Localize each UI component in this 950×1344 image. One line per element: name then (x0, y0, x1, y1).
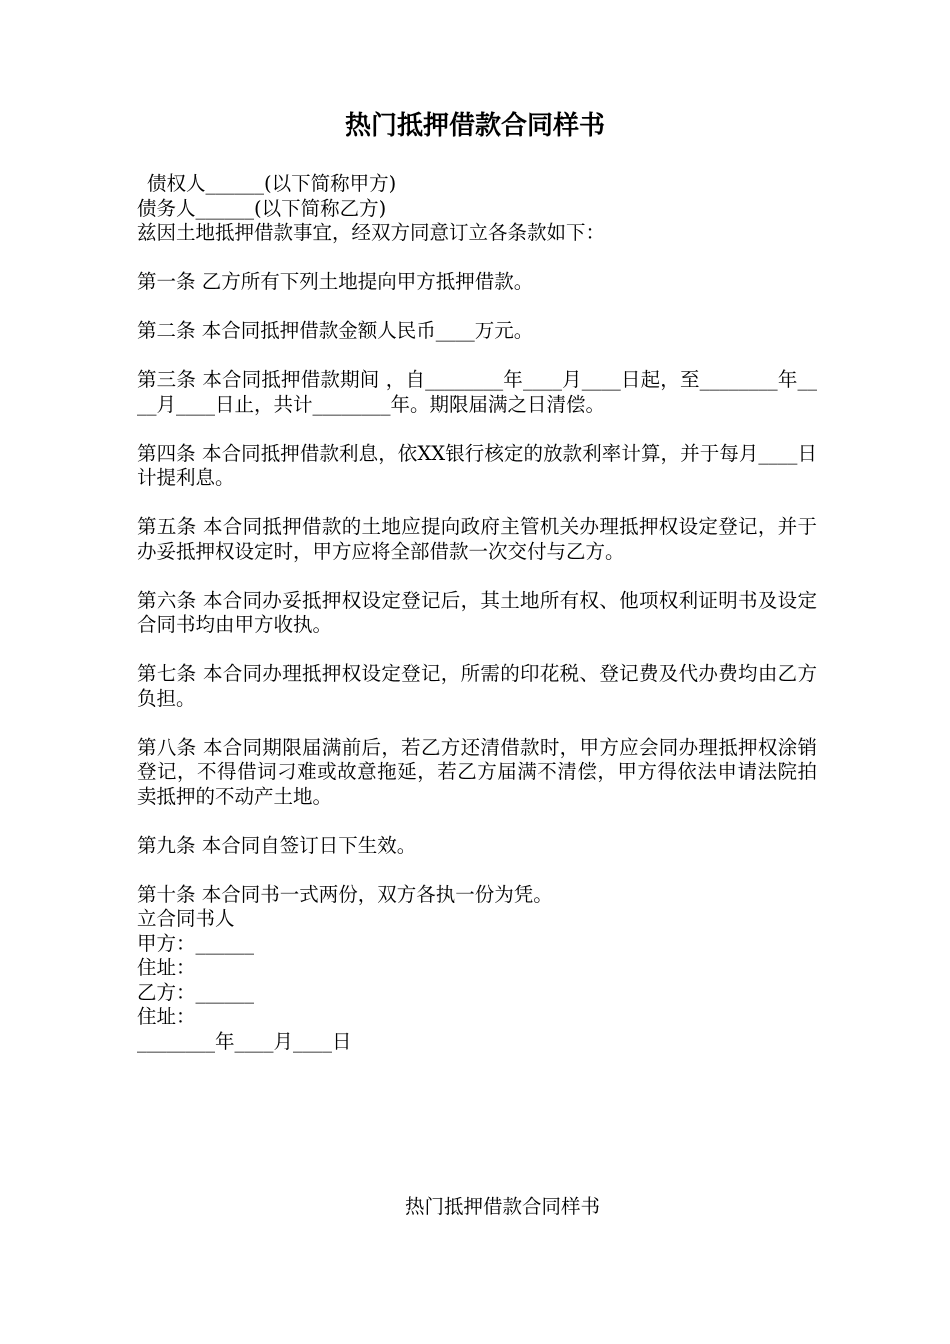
spacer (137, 809, 817, 834)
article-1: 第一条 乙方所有下列土地提向甲方抵押借款。 (137, 270, 534, 293)
intro-line: 兹因土地抵押借款事宜，经双方同意订立各条款如下： (137, 221, 606, 244)
document-body (137, 172, 817, 1054)
spacer (137, 491, 817, 516)
spacer (137, 417, 817, 442)
creditor-line: 债权人______(以下简称甲方) (147, 172, 397, 195)
spacer (137, 344, 817, 369)
spacer (137, 711, 817, 736)
spacer (137, 246, 817, 271)
article-9: 第九条 本合同自签订日下生效。 (137, 833, 417, 857)
article-2: 第二条 本合同抵押借款金额人民币____万元。 (137, 319, 534, 342)
article-10: 第十条 本合同书一式两份，双方各执一份为凭。 (137, 882, 553, 906)
spacer (137, 295, 817, 320)
address-b-line: 住址： (137, 1005, 196, 1028)
document-title: 热门抵押借款合同样书 (344, 111, 605, 141)
address-a-line: 住址： (137, 956, 196, 979)
article-6: 第六条 本合同办妥抵押权设定登记后，其土地所有权、他项权利证明书及设定合同书均由甲方收执。 (137, 588, 817, 636)
article-7: 第七条 本合同办理抵押权设定登记，所需的印花税、登记费及代办费均由乙方负担。 (137, 662, 817, 710)
page-footer: 热门抵押借款合同样书 (405, 1195, 601, 1218)
article-3: 第三条 本合同抵押借款期间 ，自________年____月____日起，至________年____月____日止，共计________年。期限届满之日清偿。 (137, 368, 817, 416)
spacer (137, 638, 817, 663)
signatories-heading: 立合同书人 (137, 907, 235, 930)
party-b-line: 乙方：______ (137, 980, 255, 1004)
date-line: ________年____月____日 (137, 1029, 352, 1053)
spacer (137, 564, 817, 589)
spacer (137, 858, 817, 883)
article-4: 第四条 本合同抵押借款利息，依XX银行核定的放款利率计算，并于每月____日计提利息。 (137, 441, 817, 489)
article-5: 第五条 本合同抵押借款的土地应提向政府主管机关办理抵押权设定登记，并于办妥抵押权设定时，甲方应将全部借款一次交付与乙方。 (137, 515, 817, 563)
party-a-line: 甲方：______ (137, 931, 255, 955)
debtor-line: 债务人______(以下简称乙方) (137, 196, 387, 220)
article-8: 第八条 本合同期限届满前后，若乙方还清借款时，甲方应会同办理抵押权涂销登记，不得借词刁难或故意拖延，若乙方届满不清偿，甲方得依法申请法院拍卖抵押的不动产土地。 (137, 735, 817, 808)
